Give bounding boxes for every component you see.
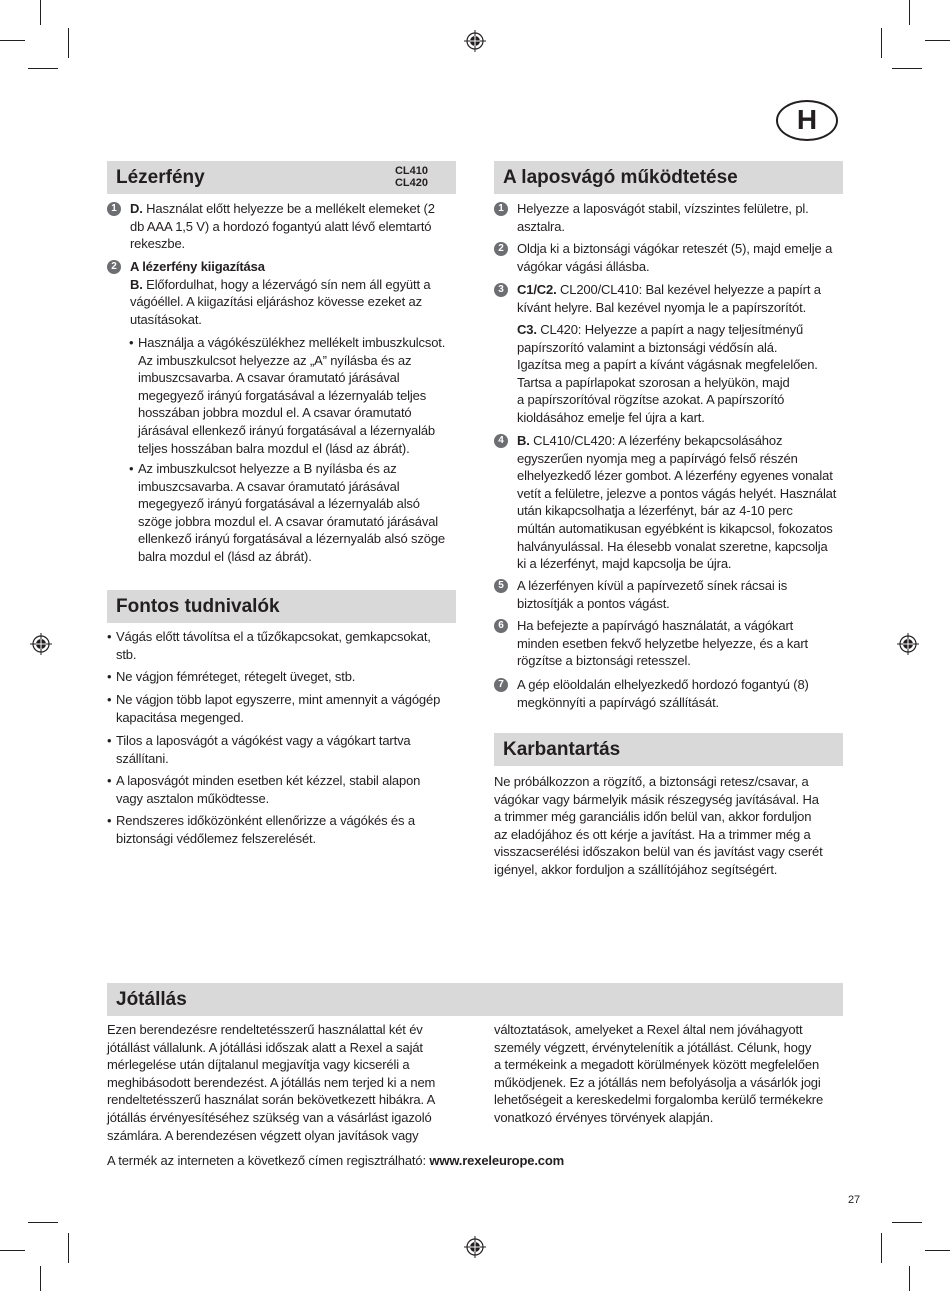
section-header-maintenance bbox=[494, 733, 843, 766]
crop-mark bbox=[28, 1222, 58, 1223]
text-line: ellenkező irányú forgatásával a lézernyaláb alsó szöge bbox=[138, 531, 445, 547]
text-line: meghibásodott berendezést. A jótállás nem terjed ki a nem bbox=[107, 1074, 436, 1090]
section-header-operation bbox=[494, 161, 843, 194]
text-line: A lézerfényen kívül a papírvezető sínek rácsai is bbox=[517, 578, 788, 593]
crop-mark bbox=[28, 68, 58, 69]
text-line: rendeltetésszerű használat során bekövetkezett hibákra. A bbox=[107, 1092, 436, 1108]
crop-mark bbox=[925, 1250, 950, 1251]
bullet-icon: • bbox=[107, 773, 112, 788]
section-title: Karbantartás bbox=[503, 739, 621, 760]
registration-text: A termék az interneten a következő címen regisztrálható: bbox=[107, 1153, 430, 1168]
text-line: kívánt helyre. Bal kezével nyomja le a papírszorítót. bbox=[517, 299, 807, 315]
text-line: ki a lézerfényt, majd kapcsolja be újra. bbox=[517, 556, 732, 572]
registration-mark-icon bbox=[464, 1236, 486, 1258]
section-title: Jótállás bbox=[116, 989, 187, 1010]
text-line: Vágás előtt távolítsa el a tűzőkapcsokat, gemkapcsokat, bbox=[116, 629, 431, 644]
step-number: 3 bbox=[494, 283, 508, 297]
text-line: Az imbuszkulcsot helyezze az „A” nyílásba és az bbox=[138, 352, 412, 368]
text-line: Ne vágjon több lapot egyszerre, mint amennyit a vágógép bbox=[116, 692, 441, 707]
text-line: után kikapcsolhatja a lézerfényt, bár az 4-10 perc bbox=[517, 503, 793, 519]
section-header-warranty bbox=[107, 983, 843, 1016]
step-number: 2 bbox=[494, 242, 508, 256]
text-line: balra mozdul el (lásd az ábrát). bbox=[138, 548, 312, 564]
text-line: papírszorító valamint a biztonsági védősín alá. bbox=[517, 339, 778, 355]
crop-mark bbox=[892, 1222, 922, 1223]
text-line: a trimmer még garanciális időn belül van, akkor forduljon bbox=[494, 809, 812, 825]
text-line: kapacitása megenged. bbox=[116, 709, 244, 725]
text-line: db AAA 1,5 V) a hordozó fogantyú alatt lévő elemtartó bbox=[130, 218, 432, 234]
text-line: biztosítják a pontos vágást. bbox=[517, 595, 670, 611]
model-list bbox=[395, 165, 428, 189]
step-letter: B. bbox=[130, 276, 143, 292]
maintenance-paragraph bbox=[494, 773, 849, 879]
text-line: működjenek. Ez a jótállás nem befolyásolja a vásárlók jogi bbox=[494, 1074, 821, 1090]
text-line: szöge jobbra mozdul el. A csavar óramutató járásával bbox=[138, 513, 439, 529]
page-number: 27 bbox=[848, 1194, 860, 1206]
text-line: a papírszorítóval rögzítse azokat. A papírszorító bbox=[517, 392, 785, 408]
step-number: 7 bbox=[494, 678, 508, 692]
text-line: vonatkozó érvényes törvények alapján. bbox=[494, 1109, 714, 1125]
text-line: a termékeink a megadott körülmények között megfelelően bbox=[494, 1057, 820, 1073]
text-line: Ezen berendezésre rendeltetésszerű használattal két év bbox=[107, 1022, 423, 1037]
crop-mark bbox=[68, 28, 69, 58]
text-line: Az imbuszkulcsot helyezze a B nyílásba és az bbox=[138, 461, 397, 476]
bullet-icon: • bbox=[107, 629, 112, 644]
crop-mark bbox=[40, 0, 41, 25]
text-line: jótállást vállalunk. A jótállási időszak alatt a Rexel a saját bbox=[107, 1039, 423, 1055]
text-line: az eladójához és ott kérje a javítást. Ha a trimmer még a bbox=[494, 826, 811, 842]
text-line: jótállás érvényesítéséhez szükség van a vásárlást igazoló bbox=[107, 1109, 432, 1125]
step-letter: C3. bbox=[517, 322, 537, 337]
text-line: megegyező irányú forgatásával a lézernyaláb teljes bbox=[138, 387, 427, 403]
text-line: visszacserélési időszakon belül van és javítást vagy cserét bbox=[494, 844, 823, 860]
text-line: A gép elöoldalán elhelyezkedő hordozó fogantyú (8) bbox=[517, 677, 809, 692]
text-line: CL410/CL420: A lézerfény bekapcsolásához bbox=[533, 433, 783, 448]
registration-mark-icon bbox=[897, 633, 919, 655]
step-number: 5 bbox=[494, 579, 508, 593]
text-line: számlára. A berendezésen végzett olyan javítások vagy bbox=[107, 1127, 419, 1143]
step-number: 4 bbox=[494, 434, 508, 448]
text-line: biztonsági védőlemez felszerelését. bbox=[116, 830, 316, 846]
subheading: A lézerfény kiigazítása bbox=[130, 259, 265, 274]
registration-mark-icon bbox=[464, 30, 486, 52]
registration-mark-icon bbox=[30, 633, 52, 655]
step-letter: C1/C2. bbox=[517, 282, 557, 297]
crop-mark bbox=[909, 1266, 910, 1291]
text-line: változtatások, amelyeket a Rexel által nem jóváhagyott bbox=[494, 1022, 803, 1037]
registration-link[interactable]: www.rexeleurope.com bbox=[429, 1153, 565, 1168]
crop-mark bbox=[909, 0, 910, 25]
step-number: 1 bbox=[107, 202, 121, 216]
step-number: 1 bbox=[494, 202, 508, 216]
text-line: megegyező irányú forgatásával a lézernyaláb alsó bbox=[138, 496, 420, 512]
text-line: Használja a vágókészülékhez mellékelt imbuszkulcsot. bbox=[138, 335, 446, 350]
bullet-icon: • bbox=[107, 733, 112, 748]
crop-mark bbox=[0, 1250, 25, 1251]
text-line: igényel, akkor forduljon a szállítójához segítségért. bbox=[494, 861, 778, 877]
text-line: Előfordulhat, hogy a lézervágó sín nem áll együtt a bbox=[146, 276, 431, 292]
step-number: 6 bbox=[494, 619, 508, 633]
text-line: A laposvágót minden esetben két kézzel, stabil alapon bbox=[116, 773, 421, 788]
bullet-icon: • bbox=[107, 692, 112, 707]
registration-note bbox=[107, 1152, 807, 1170]
text-line: vágókar vagy bármelyik másik részegység javításával. Ha bbox=[494, 791, 819, 807]
text-line: imbuszcsavarba. A csavar óramutató járásával bbox=[138, 478, 400, 494]
text-line: minden esetben fekvő helyzetbe helyezze, és a kart bbox=[517, 635, 808, 651]
text-line: halványulással. Ha élesebb vonalat szeretne, kapcsolja bbox=[517, 538, 828, 554]
step-letter: B. bbox=[517, 433, 530, 448]
text-line: vágókar vágási állásba. bbox=[517, 258, 650, 274]
text-line: hosszában jobbra mozdul el. A csavar óramutató bbox=[138, 405, 412, 421]
text-line: személy végzett, érvénytelenítik a jótállást. Célunk, hogy bbox=[494, 1039, 812, 1055]
model-label: CL420 bbox=[394, 177, 428, 189]
text-line: szállítani. bbox=[116, 750, 169, 766]
bullet-icon: • bbox=[107, 813, 112, 828]
text-line: megkönnyíti a papírvágó szállítását. bbox=[517, 694, 719, 710]
text-line: Ne vágjon fémréteget, rétegelt üveget, stb. bbox=[116, 669, 356, 684]
bullet-icon: • bbox=[129, 335, 134, 350]
section-title: Fontos tudnivalók bbox=[116, 596, 280, 617]
text-line: rekeszbe. bbox=[130, 236, 186, 252]
text-line: mérlegelése után díjtalanul megjavítja vagy kicseréli a bbox=[107, 1057, 410, 1073]
step-letter: D. bbox=[130, 201, 143, 216]
warranty-paragraph-col2 bbox=[494, 1021, 849, 1127]
crop-mark bbox=[881, 28, 882, 58]
bullet-icon: • bbox=[107, 669, 112, 684]
language-badge-label: H bbox=[796, 104, 818, 135]
crop-mark bbox=[40, 1266, 41, 1291]
text-line: kioldásához emelje fel újra a kart. bbox=[517, 409, 705, 425]
text-line: utasításokat. bbox=[130, 311, 202, 327]
text-line: CL420: Helyezze a papírt a nagy teljesítményű bbox=[540, 322, 804, 337]
text-line: Rendszeres időközönként ellenőrizze a vágókés és a bbox=[116, 813, 415, 828]
section-header-laser bbox=[107, 161, 456, 194]
crop-mark bbox=[0, 40, 25, 41]
crop-mark bbox=[925, 40, 950, 41]
text-line: járásával ellenkező irányú forgatásával a lézernyaláb bbox=[138, 422, 436, 438]
warranty-paragraph-col1 bbox=[107, 1021, 457, 1144]
step-number: 2 bbox=[107, 260, 121, 274]
language-badge bbox=[776, 100, 838, 141]
text-line: imbuszcsavarba. A csavar óramutató járásával bbox=[138, 370, 400, 386]
bullet-icon: • bbox=[129, 461, 134, 476]
text-line: Ha befejezte a papírvágó használatát, a vágókart bbox=[517, 618, 794, 633]
text-line: Helyezze a laposvágót stabil, vízszintes felületre, pl. bbox=[517, 201, 809, 216]
text-line: Használat előtt helyezze be a mellékelt elemeket (2 bbox=[146, 201, 435, 216]
crop-mark bbox=[881, 1233, 882, 1263]
text-line: stb. bbox=[116, 646, 137, 662]
text-line: elhelyezkedő lézer gombot. A lézerfény egyenes vonalat bbox=[517, 468, 833, 484]
section-header-important bbox=[107, 590, 456, 623]
text-line: vágóéllel. A kiigazítási eljáráshoz kövesse ezeket az bbox=[130, 294, 422, 310]
text-line: Tartsa a papírlapokat szorosan a helyükön, majd bbox=[517, 374, 790, 390]
crop-mark bbox=[68, 1233, 69, 1263]
text-line: vetít a felületre, jelezve a pontos vágás helyét. Használat bbox=[517, 485, 837, 501]
text-line: teljes hosszában balra mozdul el (lásd az ábrát). bbox=[138, 440, 410, 456]
text-line: egyszerűen nyomja meg a papírvágó felső részén bbox=[517, 450, 798, 466]
model-label: CL410 bbox=[394, 165, 428, 177]
crop-mark bbox=[892, 68, 922, 69]
text-line: rögzítse a biztonsági retesszel. bbox=[517, 653, 691, 669]
text-line: lehetőségeit a kereskedelmi forgalomba kerülő termékekre bbox=[494, 1092, 824, 1108]
section-title: Lézerfény bbox=[116, 167, 205, 188]
text-line: CL200/CL410: Bal kezével helyezze a papírt a bbox=[560, 282, 821, 297]
text-line: vagy asztalon működtesse. bbox=[116, 790, 270, 806]
text-line: Tilos a laposvágót a vágókést vagy a vágókart tartva bbox=[116, 733, 411, 748]
text-line: Igazítsa meg a papírt a kívánt vágásnak megfelelően. bbox=[517, 357, 818, 373]
text-line: Ne próbálkozzon a rögzítő, a biztonsági retesz/csavar, a bbox=[494, 774, 809, 789]
text-line: múltán automatikusan egyébként is kikapcsol, fokozatos bbox=[517, 520, 833, 536]
text-line: asztalra. bbox=[517, 218, 565, 234]
section-title: A laposvágó működtetése bbox=[503, 167, 738, 188]
text-line: Oldja ki a biztonsági vágókar reteszét (5), majd emelje a bbox=[517, 241, 833, 256]
